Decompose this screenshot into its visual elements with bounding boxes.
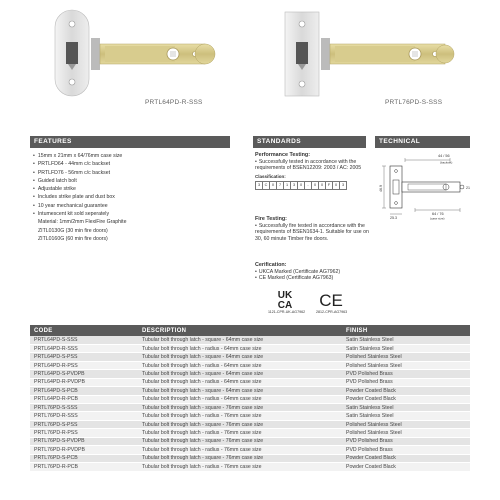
classification-cell: 3 <box>340 182 347 190</box>
cell-description: Tubular bolt through latch - square - 64mm case size <box>138 353 342 361</box>
cell-description: Tubular bolt through latch - square - 76mm case size <box>138 437 342 445</box>
feature-item: • Adjustable strike <box>33 185 233 193</box>
classification-table <box>255 181 347 190</box>
cell-finish: Satin Stainless Steel <box>342 412 470 420</box>
cell-description: Tubular bolt through latch - radius - 64mm case size <box>138 395 342 403</box>
cell-finish: Polished Stainless Steel <box>342 429 470 437</box>
ce-mark-icon <box>320 290 342 310</box>
cell-code: PRTL64PD-R-PSS <box>30 361 138 369</box>
classification-title: Classification: <box>255 173 286 179</box>
cell-code: PRTL76PD-S-PVDPB <box>30 437 138 445</box>
cell-finish: Powder Coated Black <box>342 454 470 462</box>
cell-finish: Satin Stainless Steel <box>342 336 470 344</box>
classification-cell: 1 <box>284 182 291 190</box>
cell-code: PRTL64PD-R-PCB <box>30 395 138 403</box>
fire-testing <box>255 216 370 242</box>
feature-item: • 15mm x 21mm x 64/76mm case size <box>33 152 233 160</box>
ce-letters: CE <box>319 291 343 310</box>
table-row <box>30 463 470 471</box>
performance-title: Performance Testing: <box>255 152 311 158</box>
product-image-square-latch <box>285 8 455 104</box>
dim-width: 25.3 <box>390 216 397 220</box>
feature-item: ZITL0130G (30 min fire doors) <box>38 227 108 234</box>
cell-description: Tubular bolt through latch - square - 64mm case size <box>138 387 342 395</box>
cell-finish: PVD Polished Brass <box>342 370 470 378</box>
cell-finish: Polished Stainless Steel <box>342 353 470 361</box>
product-caption: PRTL76PD-S-SSS <box>385 99 443 106</box>
features-heading: FEATURES <box>30 136 230 148</box>
square-tubular-latch-icon <box>285 8 455 100</box>
cell-description: Tubular bolt through latch - radius - 76mm case size <box>138 412 342 420</box>
product-image-radius-latch <box>55 8 225 104</box>
classification-cell: 3 <box>291 182 298 190</box>
performance-testing <box>255 152 370 190</box>
standards-heading: STANDARDS <box>253 136 366 148</box>
cell-description: Tubular bolt through latch - radius - 76mm case size <box>138 446 342 454</box>
cell-description: Tubular bolt through latch - radius - 64mm case size <box>138 378 342 386</box>
table-row <box>30 361 470 369</box>
product-code-table <box>30 325 470 472</box>
table-row <box>30 370 470 378</box>
cert-item: • UKCA Marked (Certificate AG7962) <box>255 269 370 276</box>
feature-item: • PRTLFD76 - 56mm c/c backset <box>33 169 233 177</box>
table-row <box>30 420 470 428</box>
classification-cell: F <box>326 182 333 190</box>
table-row <box>30 378 470 386</box>
ukca-top: UK <box>277 290 293 301</box>
table-row <box>30 336 470 344</box>
dim-case: 64 / 76 <box>432 212 444 216</box>
cert-title: Cerification: <box>255 262 287 268</box>
cell-finish: PVD Polished Brass <box>342 446 470 454</box>
fire-text: • Successfully fire tested in accordance with the requirements of BSEN1634-1. Suitable for use on 30, 60 minute Timber fire doors. <box>255 223 370 243</box>
classification-cell: X <box>270 182 277 190</box>
table-row <box>30 404 470 412</box>
ce-caption: 2812-CPR-AG7963 <box>316 310 348 314</box>
dim-case-note: (case size) <box>430 216 445 221</box>
cert-item: • CE Marked (Certificate AG7963) <box>255 275 370 282</box>
cell-description: Tubular bolt through latch - square - 64mm case size <box>138 336 342 344</box>
table-row <box>30 387 470 395</box>
cell-code: PRTL76PD-R-PVDPB <box>30 446 138 454</box>
certification <box>255 262 370 282</box>
cell-description: Tubular bolt through latch - square - 76mm case size <box>138 454 342 462</box>
cell-code: PRTL76PD-S-PSS <box>30 420 138 428</box>
technical-drawing <box>380 152 475 222</box>
cell-finish: Polished Stainless Steel <box>342 420 470 428</box>
cell-code: PRTL76PD-S-SSS <box>30 404 138 412</box>
features-list <box>33 152 233 243</box>
classification-cell: - <box>305 182 312 190</box>
cell-description: Tubular bolt through latch - radius - 64mm case size <box>138 344 342 352</box>
feature-item: Material: 1mm/2mm FlexiFire Graphite <box>38 219 127 226</box>
radius-tubular-latch-icon <box>55 8 225 100</box>
dim-backset-note: (backset) <box>440 160 453 165</box>
dim-side: 21 <box>466 186 470 190</box>
cell-code: PRTL64PD-S-SSS <box>30 336 138 344</box>
cell-code: PRTL64PD-S-PSS <box>30 353 138 361</box>
feature-item: ZITL0160G (60 min fire doors) <box>38 235 108 242</box>
table-row <box>30 446 470 454</box>
dim-height: 46.9 <box>379 185 383 192</box>
cell-finish: Polished Stainless Steel <box>342 361 470 369</box>
cell-code: PRTL64PD-S-PVDPB <box>30 370 138 378</box>
table-row <box>30 412 470 420</box>
classification-cell: 0 <box>319 182 326 190</box>
classification-cell: C <box>263 182 270 190</box>
cell-finish: Powder Coated Black <box>342 387 470 395</box>
cell-finish: Satin Stainless Steel <box>342 404 470 412</box>
column-header-description: DESCRIPTION <box>138 325 342 336</box>
dim-backset: 44 / 56 <box>438 154 450 158</box>
feature-item: • Includes strike plate and dust box <box>33 193 233 201</box>
cell-code: PRTL64PD-R-PVDPB <box>30 378 138 386</box>
cell-code: PRTL64PD-R-SSS <box>30 344 138 352</box>
cell-finish: PVD Polished Brass <box>342 437 470 445</box>
cell-code: PRTL76PD-S-PCB <box>30 454 138 462</box>
cell-code: PRTL76PD-R-SSS <box>30 412 138 420</box>
table-row <box>30 395 470 403</box>
ukca-bottom: CA <box>277 300 293 311</box>
table-header-row <box>30 325 470 336</box>
classification-cell: 7 <box>277 182 284 190</box>
cell-code: PRTL64PD-S-PCB <box>30 387 138 395</box>
cell-code: PRTL76PD-R-PCB <box>30 463 138 471</box>
certification-marks <box>268 288 362 318</box>
feature-item: • Intumescent kit sold seperately <box>33 210 233 218</box>
performance-text: • Successfully tested in accordance with the requirements of BSEN12209: 2003 / AC: 2005 <box>255 159 370 172</box>
table-row <box>30 454 470 462</box>
cell-finish: Powder Coated Black <box>342 395 470 403</box>
ukca-mark-icon <box>272 288 298 310</box>
classification-cell: 0 <box>298 182 305 190</box>
classification-cell: 3 <box>256 182 263 190</box>
technical-heading: TECHNICAL <box>375 136 470 148</box>
feature-item: • Guided latch bolt <box>33 177 233 185</box>
table-row <box>30 344 470 352</box>
cell-description: Tubular bolt through latch - radius - 64mm case size <box>138 361 342 369</box>
column-header-finish: FINISH <box>342 325 470 336</box>
table-row <box>30 437 470 445</box>
table-row <box>30 353 470 361</box>
cell-description: Tubular bolt through latch - square - 76mm case size <box>138 404 342 412</box>
feature-item: • PRTLFD64 - 44mm c/c backset <box>33 160 233 168</box>
product-caption: PRTL64PD-R-SSS <box>145 99 203 106</box>
cell-finish: Powder Coated Black <box>342 463 470 471</box>
classification-cell: 0 <box>312 182 319 190</box>
cell-finish: PVD Polished Brass <box>342 378 470 386</box>
cell-description: Tubular bolt through latch - radius - 76mm case size <box>138 463 342 471</box>
cell-description: Tubular bolt through latch - radius - 76mm case size <box>138 429 342 437</box>
cell-description: Tubular bolt through latch - square - 76mm case size <box>138 420 342 428</box>
feature-item: • 10 year mechanical guarantee <box>33 202 233 210</box>
cell-finish: Satin Stainless Steel <box>342 344 470 352</box>
column-header-code: CODE <box>30 325 138 336</box>
table-row <box>30 429 470 437</box>
cell-description: Tubular bolt through latch - square - 64mm case size <box>138 370 342 378</box>
ukca-caption: 1121-CPR-UK-AG7962 <box>268 310 306 314</box>
classification-cell: 0 <box>333 182 340 190</box>
cell-code: PRTL76PD-R-PSS <box>30 429 138 437</box>
fire-title: Fire Testing: <box>255 216 287 222</box>
